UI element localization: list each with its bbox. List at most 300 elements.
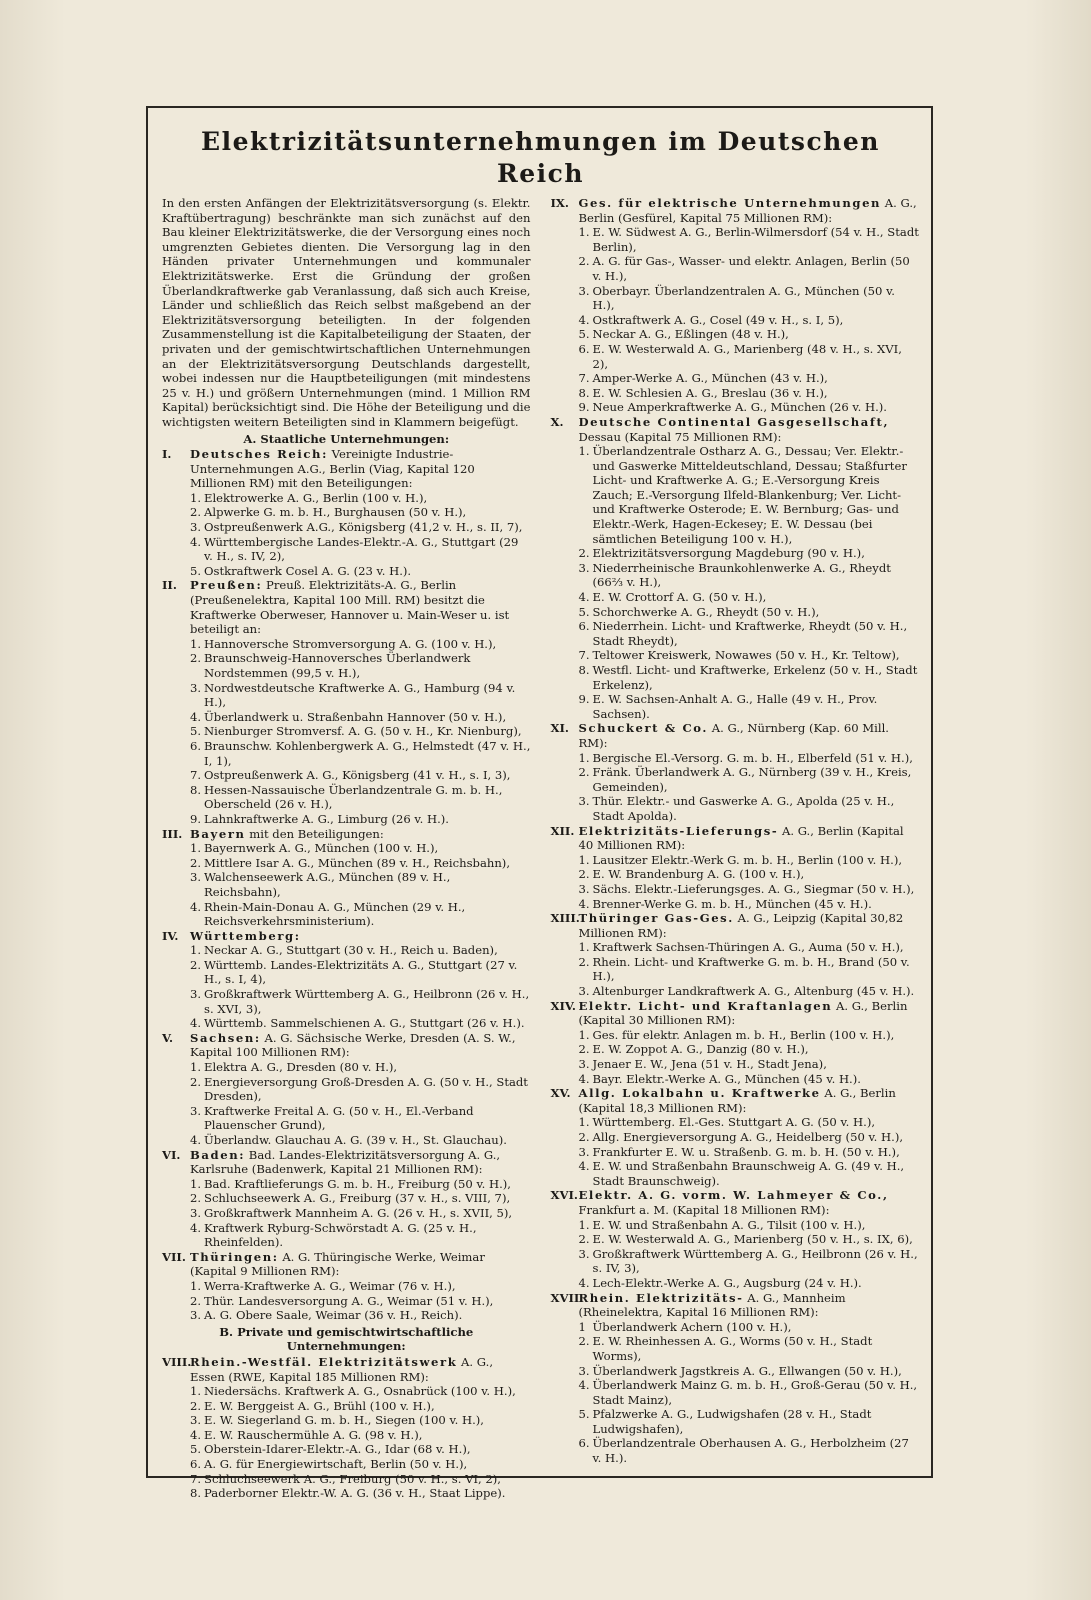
item-number: 6. — [578, 1436, 590, 1451]
section — [551, 196, 920, 415]
section-number: II. — [162, 578, 177, 593]
section — [551, 1086, 920, 1188]
item-number: 4. — [578, 1159, 590, 1174]
item-text: Rhein-Main-Donau A. G., München (29 v. H., Reichsverkehrsministerium). — [204, 899, 466, 929]
item-text: E. W. Zoppot A. G., Danzig (80 v. H.), — [592, 1042, 809, 1057]
item-text: Sächs. Elektr.-Lieferungsges. A. G., Siegmar (50 v. H.), — [592, 881, 915, 896]
section-body — [579, 824, 920, 912]
section-description: A. G., Berlin (Kapital 18,3 Millionen RM): — [578, 1086, 896, 1115]
list-item — [190, 1221, 531, 1250]
section-number: XII. — [550, 823, 575, 838]
section-heading — [579, 824, 920, 853]
section-number: XVII. — [550, 1290, 584, 1305]
item-number: 2. — [578, 867, 590, 882]
item-number: 5. — [190, 563, 202, 578]
item-text: Ges. für elektr. Anlagen m. b. H., Berlin (100 v. H.), — [592, 1027, 895, 1042]
section-title: Elektr. Licht- und Kraftanlagen — [578, 998, 833, 1013]
item-text: Lausitzer Elektr.-Werk G. m. b. H., Berlin (100 v. H.), — [592, 852, 903, 867]
item-text: Württemb. Sammelschienen A. G., Stuttgart (26 v. H.). — [204, 1016, 525, 1031]
item-text: Energieversorgung Groß-Dresden A. G. (50 v. H., Stadt Dresden), — [204, 1074, 528, 1104]
list-item — [579, 590, 920, 605]
item-text: Amper-Werke A. G., München (43 v. H.), — [592, 371, 828, 386]
item-text: Württemberg. El.-Ges. Stuttgart A. G. (50 v. H.), — [592, 1115, 876, 1130]
list-item — [579, 1028, 920, 1043]
item-text: E. W. Westerwald A. G., Marienberg (50 v. H., s. IX, 6), — [592, 1232, 913, 1247]
item-number: 9. — [190, 811, 202, 826]
list-item — [190, 812, 531, 827]
item-number: 1. — [578, 1027, 590, 1042]
item-number: 6. — [578, 341, 590, 356]
section — [162, 1250, 531, 1323]
section-heading — [579, 1086, 920, 1115]
item-number: 4. — [578, 590, 590, 605]
item-number: 4. — [190, 1016, 202, 1031]
item-text: Bergische El.-Versorg. G. m. b. H., Elberfeld (51 v. H.), — [592, 750, 913, 765]
item-number: 3. — [578, 1144, 590, 1159]
list-item — [579, 955, 920, 984]
list-item — [190, 870, 531, 899]
list-item — [579, 1276, 920, 1291]
item-text: Nienburger Stromversf. A. G. (50 v. H., Kr. Nienburg), — [204, 724, 522, 739]
item-number: 2. — [190, 1293, 202, 1308]
list-item — [190, 1308, 531, 1323]
item-number: 1. — [190, 1060, 202, 1075]
list-item — [579, 1232, 920, 1247]
item-text: Oberbayr. Überlandzentralen A. G., München (50 v. H.), — [592, 283, 895, 313]
section-number: IX. — [550, 196, 569, 210]
list-item — [579, 1364, 920, 1379]
item-text: Niedersächs. Kraftwerk A. G., Osnabrück (100 v. H.), — [204, 1384, 516, 1399]
list-item — [579, 1247, 920, 1276]
list-item — [579, 1320, 920, 1335]
section-body — [579, 999, 920, 1087]
item-number: 3. — [578, 283, 590, 298]
item-text: Teltower Kreiswerk, Nowawes (50 v. H., Kr. Teltow), — [592, 648, 900, 663]
item-number: 5. — [190, 724, 202, 739]
item-text: Großkraftwerk Mannheim A. G. (26 v. H., s. XVII, 5), — [204, 1205, 513, 1220]
list-item — [579, 1159, 920, 1188]
item-text: E. W. Berggeist A. G., Brühl (100 v. H.), — [204, 1398, 435, 1413]
item-text: Neue Amperkraftwerke A. G., München (26 v. H.). — [592, 400, 887, 415]
item-number: 4. — [578, 896, 590, 911]
section-heading — [190, 1250, 531, 1279]
list-item — [579, 692, 920, 721]
item-text: Hessen-Nassauische Überlandzentrale G. m. b. H., Oberscheld (26 v. H.), — [204, 782, 503, 812]
item-number: 1. — [190, 1384, 202, 1399]
list-item — [190, 783, 531, 812]
section-title: Baden: — [190, 1147, 246, 1162]
item-number: 1. — [190, 943, 202, 958]
section-number: XI. — [550, 721, 569, 736]
item-text: Württembergische Landes-Elektr.-A. G., Stuttgart (29 v. H., s. IV, 2), — [204, 534, 519, 564]
section-title: Thüringer Gas-Ges. — [578, 911, 734, 926]
list-item — [190, 1442, 531, 1457]
item-number: 1. — [578, 750, 590, 765]
section-heading — [579, 1291, 920, 1320]
section-title: Deutsche Continental Gasgesellschaft, — [578, 414, 890, 429]
list-item — [190, 651, 531, 680]
list-item — [579, 663, 920, 692]
section-number: VIII. — [162, 1354, 192, 1369]
list-item — [579, 853, 920, 868]
item-text: Ostpreußenwerk A.G., Königsberg (41,2 v. H., s. II, 7), — [204, 520, 523, 535]
item-number: 8. — [190, 782, 202, 797]
list-item — [579, 1057, 920, 1072]
item-number: 4. — [578, 1275, 590, 1290]
item-number: 3. — [190, 680, 202, 695]
section-description: A. G. Sächsische Werke, Dresden (A. S. W., Kapital 100 Millionen RM): — [190, 1030, 516, 1060]
item-text: Kraftwerk Sachsen-Thüringen A. G., Auma (50 v. H.), — [592, 940, 904, 955]
item-number: 4. — [190, 1220, 202, 1235]
item-text: Paderborner Elektr.-W. A. G. (36 v. H., Staat Lippe). — [204, 1486, 506, 1501]
item-text: Westfl. Licht- und Kraftwerke, Erkelenz (50 v. H., Stadt Erkelenz), — [592, 663, 918, 692]
section-heading — [190, 447, 531, 491]
section-number: III. — [162, 826, 183, 841]
list-item — [579, 1378, 920, 1407]
section-number: XVI. — [550, 1188, 578, 1203]
section-description: A. G., Berlin (Kapital 30 Millionen RM): — [578, 998, 908, 1028]
section — [551, 1188, 920, 1290]
section — [162, 929, 531, 1031]
section — [162, 447, 531, 578]
section-heading — [579, 721, 920, 750]
item-text: Alpwerke G. m. b. H., Burghausen (50 v. H.), — [204, 505, 467, 520]
item-text: E. W. und Straßenbahn Braunschweig A. G. (49 v. H., Stadt Braunschweig). — [592, 1159, 905, 1188]
list-item — [190, 943, 531, 958]
item-number: 3. — [190, 520, 202, 535]
item-number: 4. — [578, 1071, 590, 1086]
section-body — [579, 1291, 920, 1466]
section-body — [190, 1250, 531, 1323]
list-item — [190, 637, 531, 652]
item-text: Niederrheinische Braunkohlenwerke A. G., Rheydt (66⅔ v. H.), — [592, 560, 891, 590]
section-body — [190, 1031, 531, 1148]
section-description: mit den Beteiligungen: — [249, 826, 384, 841]
section-description: Bad. Landes-Elektrizitätsversorgung A. G., Karlsruhe (Badenwerk, Kapital 21 Millionen RM): — [190, 1147, 501, 1177]
list-item — [190, 1399, 531, 1414]
item-number: 3. — [578, 1246, 590, 1261]
list-item — [579, 1218, 920, 1233]
item-text: Thür. Landesversorgung A. G., Weimar (51 v. H.), — [204, 1293, 494, 1308]
item-text: E. W. und Straßenbahn A. G., Tilsit (100 v. H.), — [592, 1217, 866, 1232]
section-description: Frankfurt a. M. (Kapital 18 Millionen RM): — [578, 1202, 830, 1217]
section-body — [579, 721, 920, 823]
item-number: 2. — [578, 1042, 590, 1057]
item-number: 4. — [190, 534, 202, 549]
item-number: 7. — [190, 1471, 202, 1486]
section-description: Preuß. Elektrizitäts-A. G., Berlin (Preußenelektra, Kapital 100 Mill. RM) besitzt die Kraftwerke Oberweser, Hannover u. Main-Weser u. ist beteiligt an: — [190, 578, 510, 637]
item-text: Nordwestdeutsche Kraftwerke A. G., Hamburg (94 v. H.), — [204, 680, 516, 710]
item-text: Überlandzentrale Ostharz A. G., Dessau; Ver. Elektr.- und Gaswerke Mitteldeutschland, Dessau; Staßfurter Licht- und Kraftwerke A. G.; E.-Versorgung Kreis Zauch; E.-Versorgung Ilfeld-Blankenburg; Ver. Licht- und Kraftwerke Osterode; E. W. Bernburg; Gas- und Elektr.-Werk, Hagen-Eckesey; E. W. Dessau (bei sämtlichen Beteiligung 100 v. H.), — [592, 444, 907, 546]
section-description: A. G., Nürnberg (Kap. 60 Mill. RM): — [578, 721, 889, 750]
item-text: Kraftwerk Ryburg-Schwörstadt A. G. (25 v. H., Rheinfelden). — [204, 1220, 477, 1250]
item-number: 2. — [190, 1074, 202, 1089]
section-heading — [579, 196, 920, 225]
item-number: 3. — [578, 984, 590, 999]
item-number: 1. — [190, 636, 202, 651]
item-text: Überlandw. Glauchau A. G. (39 v. H., St. Glauchau). — [204, 1133, 507, 1147]
item-number: 9. — [578, 400, 590, 415]
item-text: Schluchseewerk A. G., Freiburg (50 v. H., s. VI, 2), — [204, 1471, 501, 1486]
item-number: 3. — [578, 1363, 590, 1378]
section — [162, 1355, 531, 1501]
list-item — [190, 1413, 531, 1428]
item-text: E. W. Schlesien A. G., Breslau (36 v. H.), — [592, 385, 828, 400]
item-text: Werra-Kraftwerke A. G., Weimar (76 v. H.), — [204, 1278, 456, 1293]
list-item — [579, 546, 920, 561]
item-number: 3. — [190, 870, 202, 885]
list-item — [579, 561, 920, 590]
section-number: X. — [550, 414, 564, 429]
item-number: 3. — [190, 1413, 202, 1428]
item-text: Elektra A. G., Dresden (80 v. H.), — [204, 1060, 398, 1075]
list-item — [190, 1279, 531, 1294]
section-title: Schuckert & Co. — [578, 721, 709, 736]
item-text: Hannoversche Stromversorgung A. G. (100 v. H.), — [204, 636, 497, 651]
list-item — [190, 958, 531, 987]
list-item — [579, 400, 920, 415]
section-description: A. G. Thüringische Werke, Weimar (Kapital 9 Millionen RM): — [190, 1249, 485, 1279]
section — [162, 827, 531, 929]
list-item — [190, 1294, 531, 1309]
content-frame — [146, 106, 933, 1501]
section — [551, 824, 920, 912]
section-description: A. G., Leipzig (Kapital 30,82 Millionen RM): — [578, 911, 904, 940]
section-body — [579, 1188, 920, 1290]
item-text: Jenaer E. W., Jena (51 v. H., Stadt Jena), — [592, 1057, 827, 1072]
item-text: Brenner-Werke G. m. b. H., München (45 v. H.). — [592, 896, 872, 911]
item-text: Schorchwerke A. G., Rheydt (50 v. H.), — [592, 604, 820, 619]
list-item — [190, 1472, 531, 1487]
item-text: Elektrizitätsversorgung Magdeburg (90 v. H.), — [592, 546, 865, 561]
list-item — [579, 605, 920, 620]
list-item — [190, 900, 531, 929]
list-item — [579, 794, 920, 823]
item-number: 5. — [578, 604, 590, 619]
item-text: Lahnkraftwerke A. G., Limburg (26 v. H.). — [204, 811, 449, 826]
item-number: 2. — [190, 1398, 202, 1413]
list-item — [190, 1075, 531, 1104]
item-number: 3. — [578, 794, 590, 809]
list-item — [190, 564, 531, 579]
item-number: 5. — [190, 1442, 202, 1457]
section-description: Dessau (Kapital 75 Millionen RM): — [578, 429, 782, 444]
item-number: 6. — [578, 619, 590, 634]
item-number: 2. — [578, 954, 590, 969]
section-number: I. — [162, 447, 172, 462]
item-number: 1. — [190, 1278, 202, 1293]
item-number: 6. — [190, 1457, 202, 1472]
section-body — [579, 1086, 920, 1188]
list-item — [579, 940, 920, 955]
item-text: Elektrowerke A. G., Berlin (100 v. H.), — [204, 490, 428, 505]
item-number: 7. — [578, 648, 590, 663]
section-description: A. G., Mannheim (Rheinelektra, Kapital 16 Millionen RM): — [578, 1290, 846, 1320]
item-text: Bayr. Elektr.-Werke A. G., München (45 v. H.). — [592, 1071, 861, 1086]
section-title: Preußen: — [190, 578, 263, 593]
left-column — [162, 196, 531, 1501]
item-text: Ostpreußenwerk A. G., Königsberg (41 v. H., s. I, 3), — [204, 768, 511, 783]
item-text: Altenburger Landkraftwerk A. G., Altenburg (45 v. H.). — [592, 984, 915, 999]
item-number: 2. — [190, 855, 202, 870]
section — [162, 1031, 531, 1148]
left-section-list — [162, 447, 531, 1501]
item-number: 3. — [190, 1308, 202, 1323]
item-number: 5. — [578, 327, 590, 342]
list-item — [579, 313, 920, 328]
heading-state-enterprises: A. Staatliche Unternehmungen: — [243, 431, 450, 446]
columns — [162, 196, 919, 1501]
item-number: 2. — [190, 651, 202, 666]
item-number: 1. — [578, 1217, 590, 1232]
item-text: Ostkraftwerk A. G., Cosel (49 v. H., s. I, 5), — [592, 312, 844, 327]
item-text: Neckar A. G., Stuttgart (30 v. H., Reich u. Baden), — [204, 943, 498, 958]
item-number: 1. — [190, 841, 202, 856]
item-text: A. G. für Gas-, Wasser- und elektr. Anlagen, Berlin (50 v. H.), — [592, 254, 910, 283]
item-number: 2. — [578, 1334, 590, 1349]
list-item — [190, 724, 531, 739]
list-item — [190, 1060, 531, 1075]
item-number: 1 — [578, 1319, 586, 1334]
item-number: 3. — [578, 560, 590, 575]
item-text: Braunschweig-Hannoversches Überlandwerk Nordstemmen (99,5 v. H.), — [204, 651, 471, 680]
item-text: Mittlere Isar A. G., München (89 v. H., Reichsbahn), — [204, 855, 511, 870]
list-item — [579, 897, 920, 912]
section-description: A. G., Berlin (Gesfürel, Kapital 75 Millionen RM): — [578, 196, 917, 225]
list-item — [579, 867, 920, 882]
list-item — [190, 739, 531, 768]
item-number: 3. — [190, 1103, 202, 1118]
list-item — [190, 1457, 531, 1472]
list-item — [579, 1130, 920, 1145]
item-text: E. W. Crottorf A. G. (50 v. H.), — [592, 590, 767, 605]
list-item — [579, 1145, 920, 1160]
list-item — [579, 619, 920, 648]
section-title: Bayern — [190, 826, 246, 841]
section-title: Württemberg: — [190, 928, 301, 943]
list-item — [190, 1206, 531, 1221]
list-item — [190, 1191, 531, 1206]
section-description: A. G., Berlin (Kapital 40 Millionen RM): — [578, 823, 904, 853]
list-item — [579, 225, 920, 254]
item-text: Großkraftwerk Württemberg A. G., Heilbronn (26 v. H., s. IV, 3), — [592, 1246, 918, 1276]
section — [162, 1148, 531, 1250]
section-heading — [190, 1031, 531, 1060]
list-item — [190, 710, 531, 725]
list-item — [190, 987, 531, 1016]
section-number: XIII. — [550, 911, 580, 926]
item-number: 1. — [578, 225, 590, 240]
item-text: Neckar A. G., Eßlingen (48 v. H.), — [592, 327, 789, 342]
item-number: 8. — [578, 663, 590, 677]
page-title: Elektrizitätsunternehmungen im Deutschen Reich — [201, 127, 880, 188]
item-number: 8. — [578, 385, 590, 400]
list-item — [579, 1407, 920, 1436]
list-item — [190, 1177, 531, 1192]
list-item — [579, 1072, 920, 1087]
section-heading — [190, 827, 531, 842]
item-text: Überlandwerk Jagstkreis A. G., Ellwangen (50 v. H.), — [592, 1363, 902, 1378]
item-text: Ostkraftwerk Cosel A. G. (23 v. H.). — [204, 563, 412, 578]
section-body — [190, 929, 531, 1031]
item-text: A. G. Obere Saale, Weimar (36 v. H., Reich). — [204, 1308, 463, 1323]
section-body — [579, 196, 920, 415]
item-text: Bayernwerk A. G., München (100 v. H.), — [204, 841, 439, 856]
item-text: Thür. Elektr.- und Gaswerke A. G., Apolda (25 v. H., Stadt Apolda). — [592, 794, 895, 823]
list-item — [579, 882, 920, 897]
item-number: 4. — [190, 899, 202, 914]
section-heading — [579, 1188, 920, 1217]
item-text: E. W. Rauschermühle A. G. (98 v. H.), — [204, 1427, 423, 1442]
item-text: Württemb. Landes-Elektrizitäts A. G., Stuttgart (27 v. H., s. I, 4), — [204, 957, 518, 987]
item-number: 1. — [578, 852, 590, 867]
item-number: 4. — [190, 1133, 202, 1147]
list-item — [579, 648, 920, 663]
item-number: 4. — [578, 1378, 590, 1393]
section-body — [579, 415, 920, 721]
section-number: XIV. — [550, 998, 576, 1013]
section — [162, 578, 531, 826]
section-body — [190, 1148, 531, 1250]
item-number: 9. — [578, 692, 590, 707]
section — [551, 911, 920, 999]
section-title: Ges. für elektrische Unternehmungen — [578, 196, 882, 210]
item-text: E. W. Westerwald A. G., Marienberg (48 v. H., s. XVI, 2), — [592, 341, 902, 371]
list-item — [579, 1436, 920, 1465]
item-text: Kraftwerke Freital A. G. (50 v. H., El.-Verband Plauenscher Grund), — [204, 1103, 474, 1133]
item-number: 5. — [578, 1407, 590, 1422]
item-text: Braunschw. Kohlenbergwerk A. G., Helmstedt (47 v. H., I, 1), — [204, 738, 531, 768]
item-number: 4. — [190, 709, 202, 724]
item-number: 8. — [190, 1486, 202, 1501]
item-number: 1. — [190, 490, 202, 505]
section-heading — [190, 578, 531, 636]
section-body — [190, 1355, 531, 1501]
section-number: VII. — [162, 1249, 186, 1264]
list-item — [579, 984, 920, 999]
item-text: Überlandzentrale Oberhausen A. G., Herbolzheim (27 v. H.). — [592, 1436, 909, 1466]
section-body — [190, 578, 531, 826]
intro-paragraph: In den ersten Anfängen der Elektrizitätsversorgung (s. Elektr. Kraftübertragung) beschränkte man sich zunächst auf den Bau kleiner Elektrizitätswerke, die der Versorgung eines noch umgrenzten Gebietes dienten. Die Versorgung lag in den Händen privater Unternehmungen und kommunaler Elektrizitätswerke. Erst die Gründung der großen Überlandkraftwerke gab Veranlassung, daß sich auch Kreise, Länder und schließlich das Reich selbst maßgebend an der Elektrizitätsversorgung beteiligten. In der folgenden Zusammenstellung ist die Kapitalbeteiligung der Staaten, der privaten und der gemischtwirtschaftlichen Unternehmungen an der Elektrizitätsversorgung Deutschlands dargestellt, wobei indessen nur die Hauptbeteiligungen (mit mindestens 25 v. H.) und größern Unternehmungen (mind. 1 Million RM Kapital) berücksichtigt sind. Die Höhe der Beteiligung und die wichtigsten weitern Beteiligten sind in Klammern beigefügt. — [162, 196, 531, 429]
item-number: 1. — [190, 1176, 202, 1191]
list-item — [190, 1104, 531, 1133]
item-number: 4. — [578, 312, 590, 327]
item-text: Überlandwerk u. Straßenbahn Hannover (50 v. H.), — [204, 709, 507, 724]
section-title: Rhein.-Westfäl. Elektrizitätswerk — [190, 1354, 458, 1369]
item-text: Niederrhein. Licht- und Kraftwerke, Rheydt (50 v. H., Stadt Rheydt), — [592, 619, 908, 648]
list-item — [190, 491, 531, 506]
list-item — [190, 520, 531, 535]
section-body — [190, 827, 531, 929]
item-text: E. W. Siegerland G. m. b. H., Siegen (100 v. H.), — [204, 1413, 484, 1428]
section-body — [190, 447, 531, 578]
list-item — [579, 342, 920, 371]
item-number: 1. — [578, 1115, 590, 1130]
heading-private-enterprises: B. Private und gemischtwirtschaftliche Unternehmungen: — [219, 1324, 474, 1354]
list-item — [190, 1384, 531, 1399]
item-number: 6. — [190, 738, 202, 753]
item-text: Lech-Elektr.-Werke A. G., Augsburg (24 v. H.). — [592, 1275, 862, 1290]
list-item — [579, 1334, 920, 1363]
section-description: A. G., Essen (RWE, Kapital 185 Millionen RM): — [190, 1354, 494, 1384]
section-number: VI. — [162, 1147, 181, 1162]
list-item — [579, 1042, 920, 1057]
section-title: Elektrizitäts-Lieferungs- — [578, 823, 779, 838]
item-number: 2. — [190, 1191, 202, 1206]
item-number: 1. — [578, 940, 590, 955]
section-title: Allg. Lokalbahn u. Kraftwerke — [578, 1086, 821, 1101]
item-text: Bad. Kraftlieferungs G. m. b. H., Freiburg (50 v. H.), — [204, 1176, 511, 1191]
